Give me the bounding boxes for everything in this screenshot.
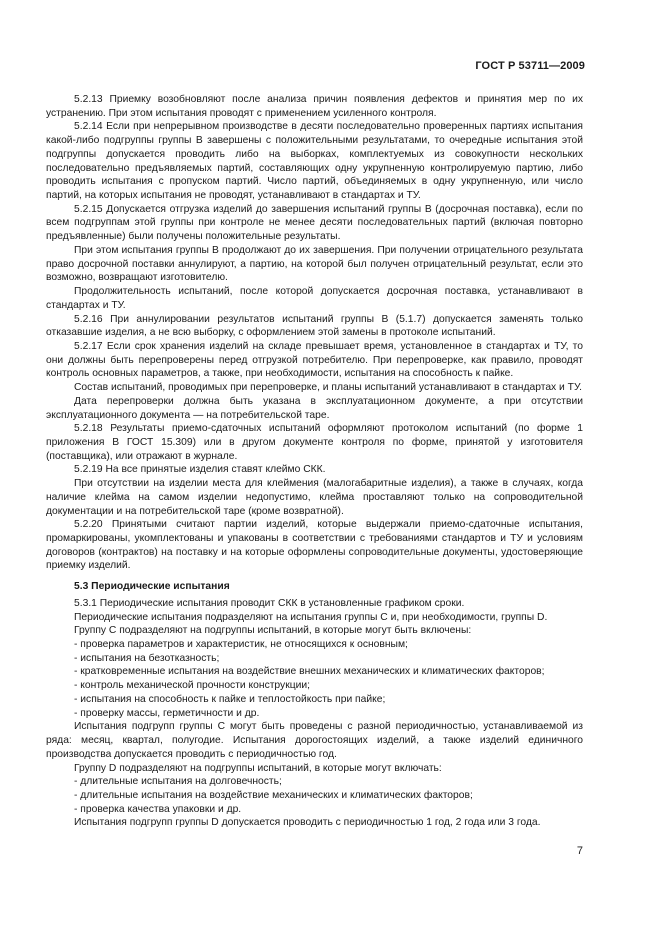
paragraph: Группу С подразделяют на подгруппы испытаний, в которые могут быть включены: (74, 625, 472, 637)
paragraph-5-2-15: 5.2.15 Допускается отгрузка изделий до завершения испытаний группы В (досрочная поставка), если по всем подгруппам этой группы при контроле не менее десяти последовательных партий (включая повторно предъявленные) были получены положительные результаты. (46, 203, 583, 243)
paragraph-5-2-17: 5.2.17 Если срок хранения изделий на складе превышает время, установленное в стандартах и ТУ, то они должны быть перепроверены перед отгрузкой потребителю. При перепроверке, как правило, проводят контроль основных параметров, а также, при необходимости, испытания на способность к пайке. (46, 340, 583, 380)
paragraph: Продолжительность испытаний, после которой допускается досрочная поставка, устанавливают в стандартах и ТУ. (46, 286, 583, 311)
paragraph: При отсутствии на изделии места для клеймения (малогабаритные изделия), а также в случаях, когда наличие клейма на самом изделии недопустимо, клейма проставляют только на сопроводительной документации и на потребительской таре (кроме возвратной). (46, 478, 583, 517)
paragraph: Испытания подгрупп группы С могут быть проведены с разной периодичностью, устанавливаемой из ряда: месяц, квартал, полугодие. Испытания дорогостоящих изделий, а также изделий единичного производства допускается проводить с периодичностью год. (46, 721, 583, 760)
list-item: - проверка качества упаковки и др. (74, 803, 242, 815)
section-heading: 5.3 Периодические испытания (74, 581, 230, 593)
list-item: - испытания на безотказность; (74, 652, 220, 664)
list-item: - испытания на способность к пайке и теплостойкость при пайке; (74, 693, 386, 705)
standard-header: ГОСТ Р 53711—2009 (475, 60, 585, 72)
paragraph-5-2-13: 5.2.13 Приемку возобновляют после анализа причин появления дефектов и принятия мер по их устранению. При этом испытания проводят с применением усиленного контроля. (46, 94, 583, 119)
paragraph: При этом испытания группы В продолжают до их завершения. При получении отрицательного результата право досрочной поставки аннулируют, а партию, на которой был получен отрицательный результат, если это возможно, возвращают изготовителю. (46, 244, 583, 284)
document-body (46, 93, 583, 830)
paragraph-5-2-14: 5.2.14 Если при непрерывном производстве в десяти последовательно проверенных партиях испытания какой-либо подгруппы группы В завершены с положительными результатами, то очередные испытания этой подгруппы допускается проводить либо на выборках, комплектуемых из совокупности нескольких последовательно предъявляемых партий, составляющих одну укрупненную контролируемую партию, либо проводить испытания с пропуском партий. Число партий, объединяемых в одну укрупненную, или число партий, на которых испытания не проводят, устанавливают в стандартах и ТУ. (46, 121, 583, 202)
page-number: 7 (576, 845, 583, 857)
list-item: - длительные испытания на воздействие механических и климатических факторов; (74, 789, 473, 801)
list-item: - кратковременные испытания на воздействие внешних механических и климатических факторов; (74, 666, 545, 678)
paragraph: Испытания подгрупп группы D допускается проводить с периодичностью 1 год, 2 года или 3 года. (74, 817, 541, 829)
list-item: - длительные испытания на долговечность; (74, 776, 282, 788)
list-item: - проверка параметров и характеристик, не относящихся к основным; (74, 639, 408, 651)
paragraph: Дата перепроверки должна быть указана в эксплуатационном документе, а при отсутствии эксплуатационного документа — на потребительской таре. (46, 395, 583, 421)
paragraph-5-2-20: 5.2.20 Принятыми считают партии изделий, которые выдержали приемо-сдаточные испытания, промаркированы, укомплектованы и упакованы в соответствии с требованиями стандартов и ТУ и условиям договоров (контрактов) на поставку и на которые оформлены сопроводительные документы, удостоверяющие приемку изделий. (46, 519, 583, 572)
paragraph-5-2-16: 5.2.16 При аннулировании результатов испытаний группы В (5.1.7) допускается заменять только отказавшие изделия, а не всю выборку, с оформлением этой замены в протоколе испытаний. (46, 313, 583, 339)
paragraph-5-2-18: 5.2.18 Результаты приемо-сдаточных испытаний оформляют протоколом испытаний (по форме 1 приложения В ГОСТ 15.309) или в другом документе контроля по форме, принятой у изготовителя (поставщика), или отражают в журнале. (46, 423, 583, 462)
paragraph: Состав испытаний, проводимых при перепроверке, и планы испытаний устанавливают в стандартах и ТУ. (74, 382, 582, 394)
paragraph-5-3-1: 5.3.1 Периодические испытания проводит СКК в установленные графиком сроки. (74, 597, 465, 609)
paragraph: Периодические испытания подразделяют на испытания группы С и, при необходимости, группы D. (74, 611, 548, 623)
paragraph: Группу D подразделяют на подгруппы испытаний, в которые могут включать: (74, 762, 442, 774)
list-item: - проверку массы, герметичности и др. (74, 707, 260, 719)
paragraph-5-2-19: 5.2.19 На все принятые изделия ставят клеймо СКК. (74, 464, 326, 476)
list-item: - контроль механической прочности конструкции; (74, 680, 310, 692)
